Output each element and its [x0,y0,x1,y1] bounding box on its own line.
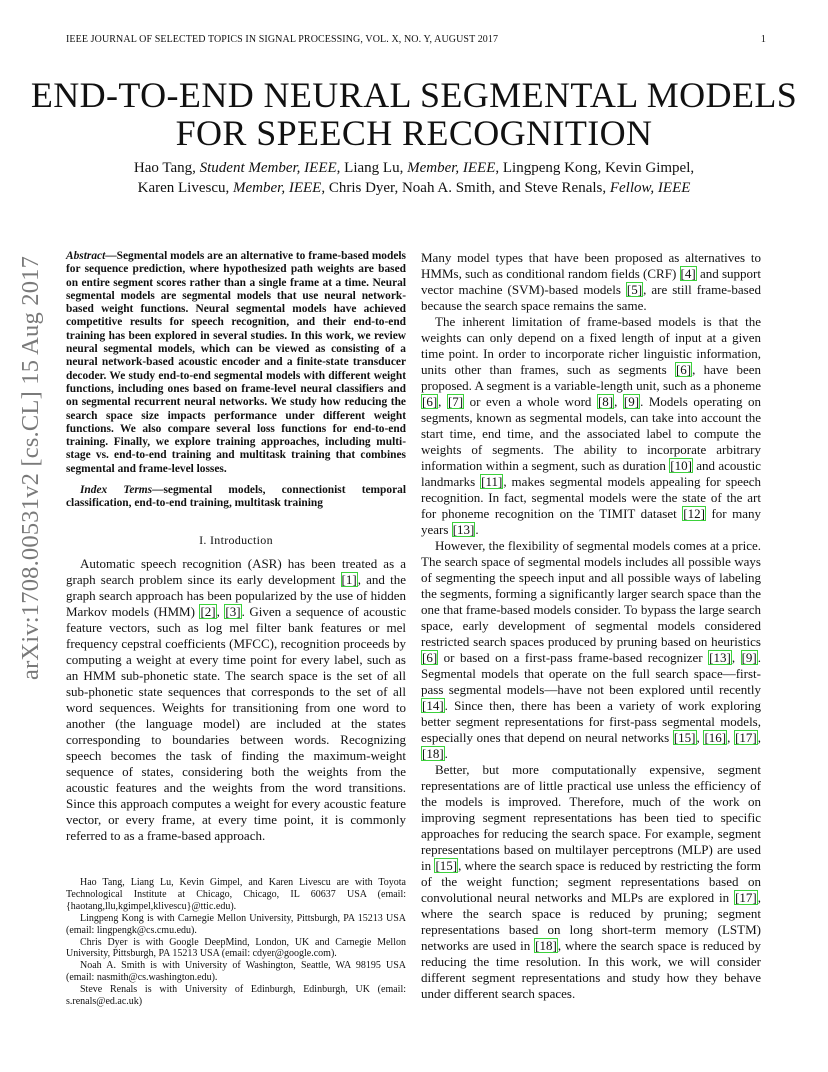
citation-link[interactable]: [15] [435,858,458,873]
abstract-label: Abstract [66,250,106,262]
body-text: and support vector machine (SVM)-based models [421,266,761,297]
index-terms [66,484,406,511]
footnote: Noah A. Smith is with University of Washington, Seattle, WA 98195 USA (email: nasmith@cs.washington.edu). [66,960,406,984]
body-paragraph [421,538,761,762]
citation-link[interactable]: [13] [452,522,475,537]
body-text: Better, but more computationally expensive, segment representations are of little practical use unless the efficiency of the models is improved. Therefore, much of the work on improving segment representations has been tied to specific approaches for reducing the search space. For example, segment representations based on multilayer perceptrons (MLP) are used in [421,762,761,873]
citation-link[interactable]: [6] [422,650,438,665]
body-text: , [757,730,762,745]
citation-link[interactable]: [18] [422,746,444,761]
citation-link[interactable]: [2] [200,603,216,619]
body-paragraph [421,250,761,314]
abstract-text: —Segmental models are an alternative to frame-based models for sequence prediction, where hypothesized path weights are based on entire segment scores rather than a single frame at a time. Neural segmental models are segmental models that use neural network-based weight functions. Neural segmental models have achieved competitive results for speech recognition, and their end-to-end training has been explored in several studies. In this work, we review neural segmental models, which can be viewed as consisting of a neural network-based acoustic encoder and a finite-state transducer decoder. We study end-to-end segmental models with different weight functions, including ones based on frame-level neural classifiers and on segmental recurrent neural networks. We study how reducing the search space size impacts performance under different weight functions. We also compare several loss functions for end-to-end training. Finally, we explore training approaches, including multi-stage vs. end-to-end training and multitask training that combines segmental and frame-level losses. [66,250,406,475]
body-text: , [727,730,735,745]
body-text: , [216,603,225,619]
right-column [421,250,761,1002]
body-text: , [731,650,741,665]
footnote: Lingpeng Kong is with Carnegie Mellon University, Pittsburgh, PA 15213 USA (email: lingpengk@cs.cmu.edu). [66,912,406,936]
citation-link[interactable]: [9] [741,650,757,665]
citation-link[interactable]: [18] [535,938,557,953]
section-heading: I. Introduction [199,532,273,547]
index-terms-label: Index Terms [80,484,153,497]
arxiv-stamp: arXiv:1708.00531v2 [cs.CL] 15 Aug 2017 [17,255,44,680]
body-text: or even a whole word [464,394,597,409]
body-text: , where the search space is reduced by reducing the time resolution. In this work, we will consider different segment representations and study how they behave under different search spaces. [421,938,761,1001]
footnote: Steve Renals is with University of Edinburgh, Edinburgh, UK (email: s.renals@ed.ac.uk) [66,984,406,1008]
citation-link[interactable]: [5] [626,282,643,297]
citation-link[interactable]: [13] [709,650,731,665]
citation-link[interactable]: [15] [673,730,696,745]
citation-link[interactable]: [4] [680,266,696,281]
body-text: , [438,394,447,409]
author-role: Member, IEEE [233,180,322,196]
citation-link[interactable]: [8] [597,394,614,409]
body-text: . Models operating on segments, known as segmental models, can take into account the start time, end time, and the associated label to compute the weights of segments. The ability to incorporate arbitrary information within a segment, such as duration [421,394,761,473]
author-text: , Lingpeng Kong, Kevin Gimpel, [495,160,695,176]
page-number: 1 [760,34,766,45]
body-text: , have been proposed. A segment is a variable-length unit, such as a phoneme [421,362,761,393]
citation-link[interactable]: [14] [422,698,444,713]
body-text: , [614,394,623,409]
body-text: However, the flexibility of segmental models comes at a price. The search space of segmental models includes all possible ways of segmenting the speech input and all possible ways of labeling the segments, forming a significantly larger search space than the one that frame-based models consider. To bypass the large search space, early development of segmental models considered restricted search spaces produced by pruning based on heuristics [421,538,761,649]
citation-link[interactable]: [1] [341,571,357,587]
body-text: . [475,522,479,537]
footnotes [66,877,406,1008]
author-text: Karen Livescu, [137,180,233,196]
body-paragraph [421,314,761,538]
citation-link[interactable]: [16] [704,730,727,745]
body-text: . Since then, there has been a variety of work exploring better segment representations for first-pass segmental models, especially ones that depend on neural networks [421,698,761,745]
body-text: and acoustic landmarks [421,458,761,489]
paper-title [0,76,828,152]
body-text: . [444,746,448,761]
body-text: , where the search space is reduced by restricting the form of the weight function; segment representations based on convolutional neural networks and MLPs are explored in [421,858,761,905]
citation-link[interactable]: [12] [683,506,705,521]
body-text: . Given a sequence of acoustic feature vectors, such as log mel filter bank features or mel frequency cepstral coefficients (MFCC), recognition proceeds by computing a weight at every time point for every label, such as an HMM sub-phonetic state. The search space is the set of all sub-phonetic state sequences that corresponds to the set of all word sequences. Weights for transitioning from one word to another (the language model) are included at the states corresponding to boundaries between words. Recognizing speech becomes the task of finding the maximum-weight sequence of states, considering both the weights from the acoustic features and the weights from the word transitions. Since this approach computes a weight for every acoustic feature vector, or every frame, at every time point, it is commonly referred to as a frame-based approach. [66,603,407,843]
body-text: , are still frame-based because the search space remains the same. [421,282,761,313]
body-text: , [696,730,704,745]
body-paragraph [421,762,761,1002]
body-text: for many years [421,506,761,537]
author-text: Hao Tang, [133,160,200,176]
body-text: or based on a first-pass frame-based recognizer [438,650,709,665]
citation-link[interactable]: [17] [735,730,757,745]
running-header: IEEE JOURNAL OF SELECTED TOPICS IN SIGNAL PROCESSING, VOL. X, NO. Y, AUGUST 2017 [66,34,499,45]
author-text: , Chris Dyer, Noah A. Smith, and Steve Renals, [321,180,610,196]
body-text: , where the search space is reduced by pruning; segment representations based on long short-term memory (LSTM) networks are used in [421,890,761,953]
footnote: Chris Dyer is with Google DeepMind, London, UK and Carnegie Mellon University, Pittsburgh, PA 15213 USA (email: cdyer@google.com). [66,936,406,960]
author-text: , Liang Lu, [336,160,408,176]
body-text: Automatic speech recognition (ASR) has been treated as a graph search problem since its early development [66,555,406,587]
author-line-2 [0,178,828,198]
citation-link[interactable]: [10] [670,458,692,473]
citation-link[interactable]: [3] [225,603,241,619]
citation-link[interactable]: [9] [623,394,640,409]
body-text: , and the graph search approach has been popularized by the use of hidden Markov models (HMM) [66,571,406,619]
citation-link[interactable]: [11] [481,474,503,489]
body-text: , makes segmental models appealing for speech recognition. In fact, segmental models were the state of the art for phoneme recognition on the TIMIT dataset [421,474,762,521]
author-line-1 [0,158,828,178]
citation-link[interactable]: [6] [422,394,438,409]
citation-link[interactable]: [17] [735,890,757,905]
citation-link[interactable]: [7] [447,394,464,409]
intro-paragraph [66,556,406,844]
index-terms-text: —segmental models, connectionist temporal classification, end-to-end training, multitask training [66,484,406,510]
title-line-2: FOR SPEECH RECOGNITION [175,113,653,153]
citation-link[interactable]: [6] [675,362,692,377]
author-role: Fellow, IEEE [609,180,691,196]
body-text: Many model types that have been proposed as alternatives to HMMs, such as conditional random fields (CRF) [421,250,761,281]
footnote: Hao Tang, Liang Lu, Kevin Gimpel, and Karen Livescu are with Toyota Technological Institute at Chicago, Chicago, IL 60637 USA (email: {haotang,llu,kgimpel,klivescu}@ttic.edu). [66,877,406,912]
left-column [66,250,406,844]
abstract [66,250,406,476]
author-list [0,158,828,198]
author-role: Member, IEEE [407,160,496,176]
author-role: Student Member, IEEE [199,160,337,176]
body-text: . Segmental models that operate on the full search space—first-pass segmental models—have not been explored until recently [421,650,762,697]
title-line-1: END-TO-END NEURAL SEGMENTAL MODELS [30,75,798,115]
body-text: The inherent limitation of frame-based models is that the weights can only depend on a fixed length of input at a given time point. In order to incorporate richer linguistic information, units other than frames, such as segments [421,314,761,377]
